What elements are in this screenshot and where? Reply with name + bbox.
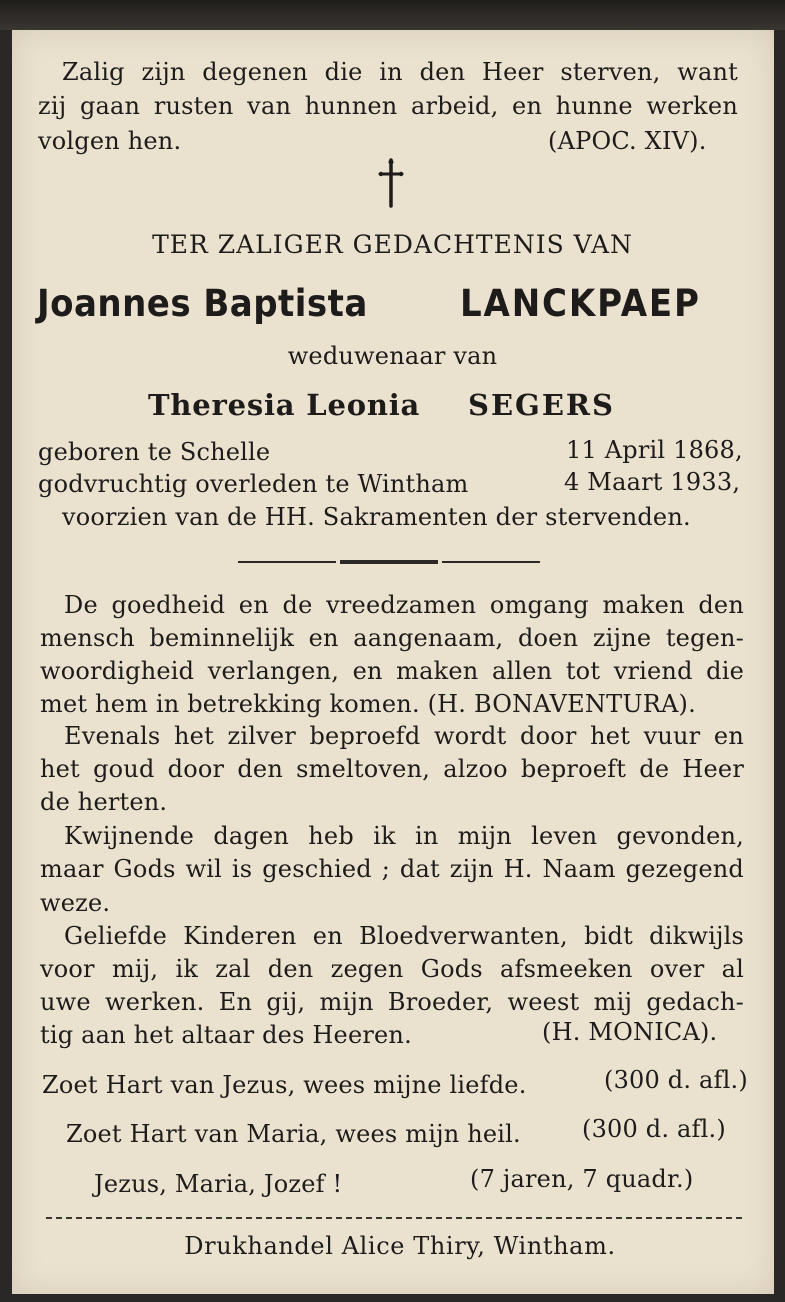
cross-icon bbox=[378, 158, 404, 208]
divider-left bbox=[238, 561, 336, 563]
paragraph-1-line-3: woordigheid verlangen, en maken allen tot vriend die bbox=[40, 657, 744, 685]
prayer-1-text: Zoet Hart van Jezus, wees mijne liefde. bbox=[42, 1071, 527, 1099]
footer-rule bbox=[46, 1217, 742, 1219]
prayer-1-indulgence: (300 d. afl.) bbox=[604, 1066, 748, 1094]
birth-date: 11 April 1868, bbox=[566, 436, 743, 464]
paragraph-4-source: (H. MONICA). bbox=[542, 1018, 718, 1046]
prayer-2-indulgence: (300 d. afl.) bbox=[582, 1115, 726, 1143]
paragraph-1-line-4: met hem in betrekking komen. (H. BONAVENTURA). bbox=[40, 690, 696, 718]
paragraph-1-line-2: mensch beminnelijk en aangenaam, doen zijne tegen- bbox=[40, 624, 744, 652]
deceased-first-names: Joannes Baptista bbox=[37, 282, 368, 325]
opening-quote-line-2: zij gaan rusten van hunnen arbeid, en hunne werken bbox=[38, 92, 738, 120]
paragraph-2-line-2: het goud door den smeltoven, alzoo beproeft de Heer bbox=[40, 755, 744, 783]
paragraph-4-line-4: tig aan het altaar des Heeren. bbox=[40, 1021, 412, 1049]
paragraph-2-line-3: de herten. bbox=[40, 788, 168, 816]
deceased-surname: LANCKPAEP bbox=[460, 282, 701, 325]
birth-place: geboren te Schelle bbox=[38, 438, 271, 466]
death-place: godvruchtig overleden te Wintham bbox=[38, 470, 469, 498]
divider-right bbox=[442, 561, 540, 563]
opening-quote-line-3: volgen hen. bbox=[38, 127, 182, 155]
prayer-2-text: Zoet Hart van Maria, wees mijn heil. bbox=[66, 1120, 521, 1148]
divider-center bbox=[340, 560, 438, 564]
sacraments-line: voorzien van de HH. Sakramenten der stervenden. bbox=[62, 503, 691, 531]
spouse-surname: SEGERS bbox=[468, 388, 615, 422]
spouse-first-names: Theresia Leonia bbox=[148, 388, 421, 422]
paragraph-3-line-2: maar Gods wil is geschied ; dat zijn H. Naam gezegend bbox=[40, 855, 744, 883]
prayer-3-indulgence: (7 jaren, 7 quadr.) bbox=[470, 1165, 694, 1193]
printer-line: Drukhandel Alice Thiry, Wintham. bbox=[184, 1232, 616, 1260]
relation-label: weduwenaar van bbox=[287, 342, 498, 370]
paragraph-3-line-3: weze. bbox=[40, 889, 111, 917]
opening-quote-source: (APOC. XIV). bbox=[548, 127, 707, 155]
paragraph-4-line-2: voor mij, ik zal den zegen Gods afsmeeken over al bbox=[40, 955, 744, 983]
paragraph-4-line-1: Geliefde Kinderen en Bloedverwanten, bidt dikwijls bbox=[64, 922, 744, 950]
paragraph-1-line-1: De goedheid en de vreedzamen omgang maken den bbox=[64, 591, 744, 619]
death-date: 4 Maart 1933, bbox=[564, 468, 741, 496]
opening-quote-line-1: Zalig zijn degenen die in den Heer sterven, want bbox=[62, 58, 738, 86]
prayer-3-text: Jezus, Maria, Jozef ! bbox=[94, 1170, 343, 1198]
paragraph-2-line-1: Evenals het zilver beproefd wordt door het vuur en bbox=[64, 722, 744, 750]
paragraph-4-line-3: uwe werken. En gij, mijn Broeder, weest mij gedach- bbox=[40, 988, 744, 1016]
paragraph-3-line-1: Kwijnende dagen heb ik in mijn leven gevonden, bbox=[64, 822, 744, 850]
heading: TER ZALIGER GEDACHTENIS VAN bbox=[152, 230, 633, 259]
scan-edge bbox=[0, 0, 785, 30]
